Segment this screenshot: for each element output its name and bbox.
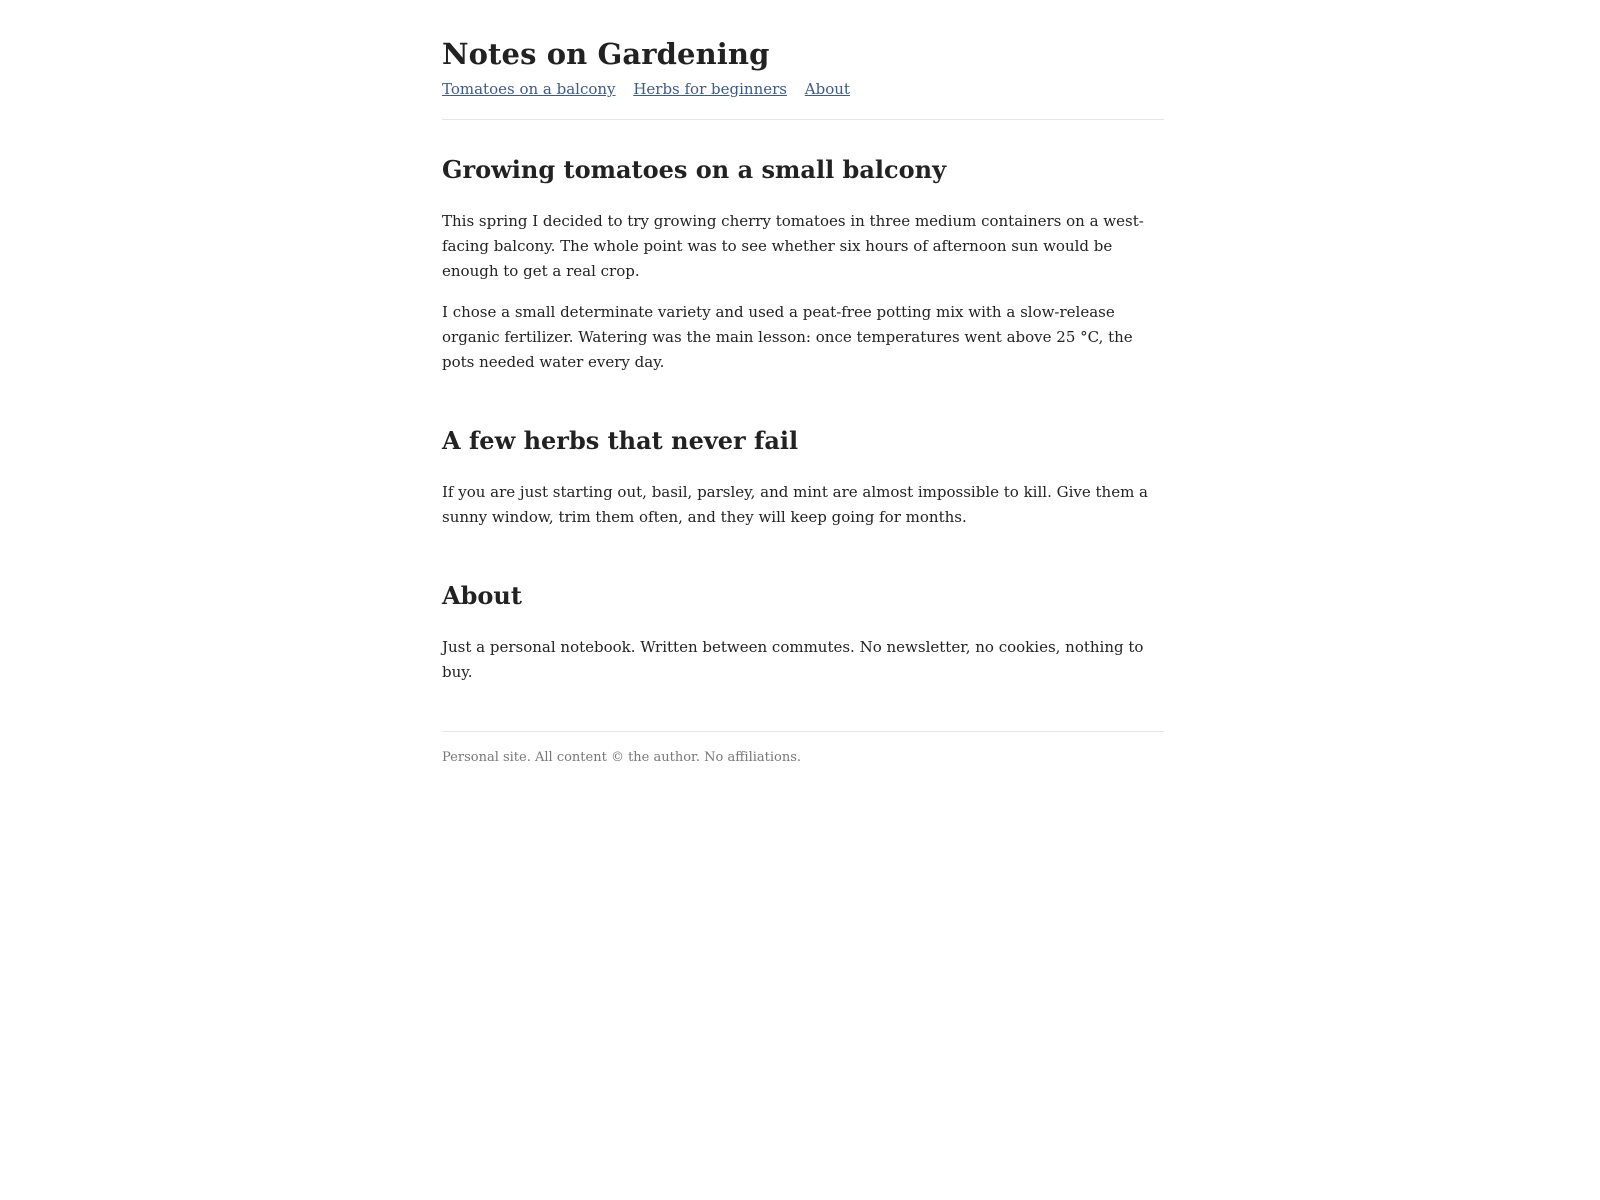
section-heading: Growing tomatoes on a small balcony xyxy=(442,155,947,184)
section-paragraph: If you are just starting out, basil, parsley, and mint are almost impossible to kill. Give them a sunny window, trim them often, and they will keep going for months. xyxy=(442,483,1149,526)
section-tomatoes xyxy=(442,154,1164,375)
nav-link-herbs[interactable]: Herbs for beginners xyxy=(633,80,787,98)
site-header xyxy=(442,0,1164,120)
section-paragraph: I chose a small determinate variety and used a peat-free potting mix with a slow-release organic fertilizer. Watering was the main lesson: once temperatures went above 25 °C, the pots needed water every day. xyxy=(442,303,1133,371)
section-paragraph: Just a personal notebook. Written between commutes. No newsletter, no cookies, nothing to buy. xyxy=(442,638,1144,681)
section-heading: About xyxy=(442,581,522,610)
section-about xyxy=(442,580,1164,685)
page-container xyxy=(442,0,1164,768)
section-paragraph: This spring I decided to try growing cherry tomatoes in three medium containers on a west-facing balcony. The whole point was to see whether six hours of afternoon sun would be enough to get a real crop. xyxy=(442,212,1144,280)
footer-text: Personal site. All content © the author. No affiliations. xyxy=(442,750,802,765)
site-footer xyxy=(442,731,1164,768)
section-heading: A few herbs that never fail xyxy=(442,426,799,455)
site-nav xyxy=(442,77,1164,101)
site-title: Notes on Gardening xyxy=(442,37,770,71)
main-content xyxy=(442,154,1164,685)
nav-link-tomatoes[interactable]: Tomatoes on a balcony xyxy=(442,80,616,98)
section-herbs xyxy=(442,425,1164,530)
nav-link-about[interactable]: About xyxy=(804,80,850,98)
